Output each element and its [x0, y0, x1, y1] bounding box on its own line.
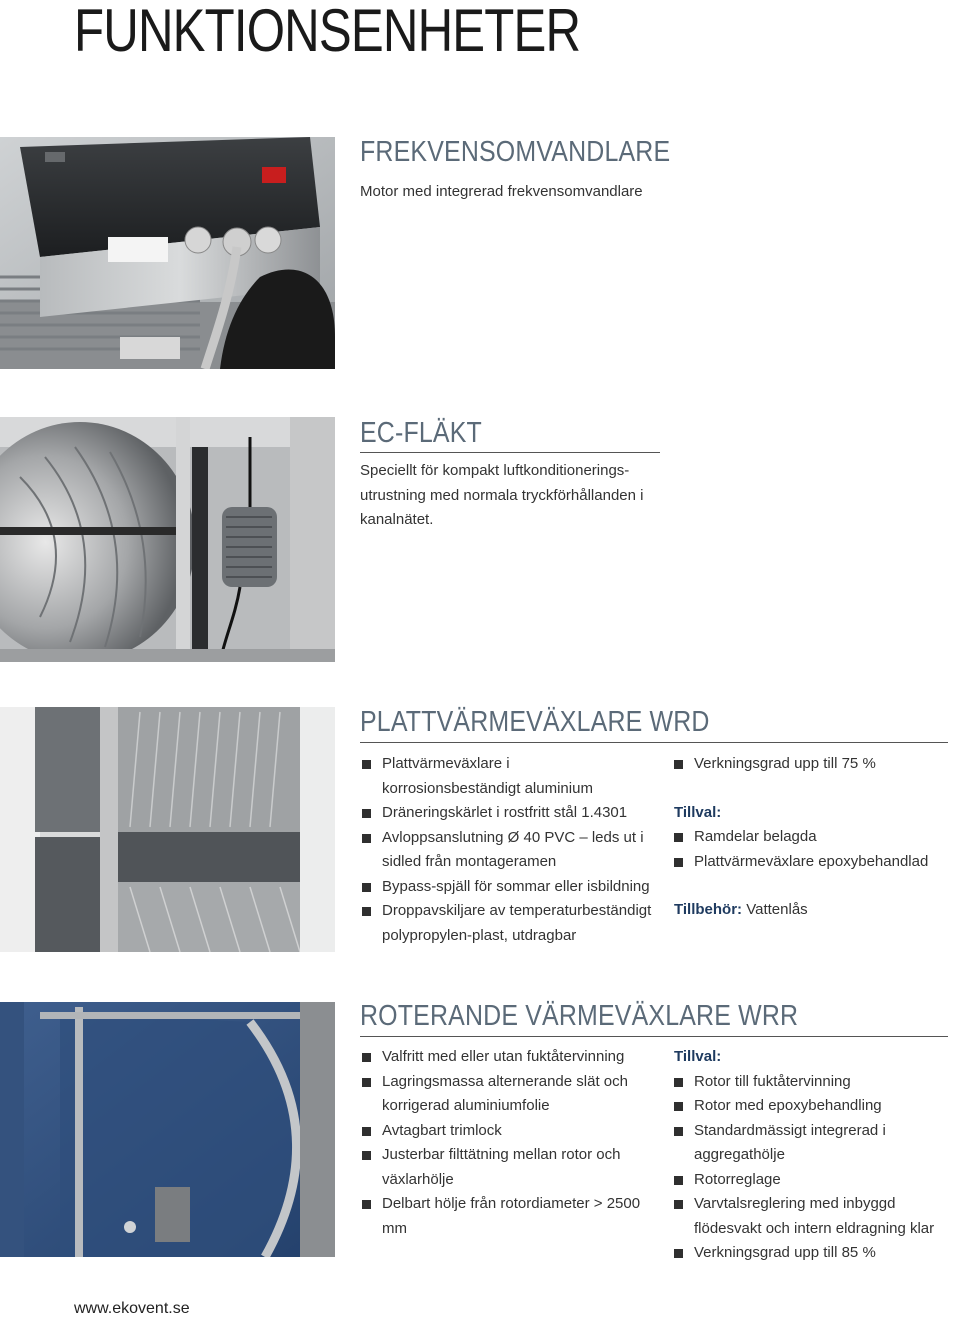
footer-url[interactable]: www.ekovent.se: [74, 1300, 190, 1317]
list-item: Bypass-spjäll för sommar eller isbildning: [362, 875, 652, 900]
list-item: Droppavskiljare av temperaturbeständigt polypropylen-plast, utdragbar: [362, 899, 652, 948]
page-title: FUNKTIONSENHETER: [74, 0, 581, 64]
frekvens-title: FREKVENSOMVANDLARE: [360, 136, 671, 168]
list-item: Valfritt med eller utan fuktåtervinning: [362, 1045, 652, 1070]
list-item: Rotorreglage: [674, 1168, 958, 1193]
ec-text-line: kanalnätet.: [360, 511, 434, 528]
list-item: Rotor med epoxybehandling: [674, 1094, 958, 1119]
wrr-option-label: Tillval:: [674, 1048, 722, 1065]
list-item: Lagringsmassa alternerande slät och korrigerad aluminiumfolie: [362, 1070, 652, 1119]
list-item: Standardmässigt integrerad i aggregathölje: [674, 1119, 958, 1168]
ec-rule: [360, 452, 660, 453]
list-item: Avtagbart trimlock: [362, 1119, 652, 1144]
list-item: Avloppsanslutning Ø 40 PVC – leds ut i sidled från montageramen: [362, 826, 652, 875]
wrd-accessory: [674, 898, 954, 923]
list-item: Rotor till fuktåtervinning: [674, 1070, 958, 1095]
motor-photo: [0, 137, 335, 369]
wrd-rule: [360, 742, 948, 743]
list-item: Verkningsgrad upp till 85 %: [674, 1241, 958, 1266]
wrr-right-col: [674, 1045, 958, 1266]
frekvens-text: Motor med integrerad frekvensomvandlare: [360, 183, 643, 200]
ec-text-line: Speciellt för kompakt luftkonditionerings-: [360, 462, 630, 479]
list-item: Plattvärmeväxlare i korrosionsbeständigt aluminium: [362, 752, 652, 801]
list-item: Dräneringskärlet i rostfritt stål 1.4301: [362, 801, 652, 826]
wrd-accessory-label: Tillbehör:: [674, 901, 743, 918]
plate-exchanger-photo: [0, 707, 335, 952]
list-item: Varvtalsreglering med inbyggd flödesvakt och intern eldragning klar: [674, 1192, 958, 1241]
wrd-option-label: Tillval:: [674, 803, 722, 821]
ec-title: EC-FLÄKT: [360, 417, 482, 449]
wrd-left-list: [362, 752, 652, 948]
wrr-title: ROTERANDE VÄRMEVÄXLARE WRR: [360, 1000, 799, 1032]
ec-fan-photo: [0, 417, 335, 662]
ec-text: [360, 459, 643, 533]
ec-text-line: utrustning med normala tryckförhållanden i: [360, 486, 644, 504]
list-item: Justerbar filttätning mellan rotor och växlarhölje: [362, 1143, 652, 1192]
wrd-right-col: [674, 752, 954, 923]
wrr-rule: [360, 1036, 948, 1037]
list-item: Plattvärmeväxlare epoxybehandlad: [674, 850, 954, 875]
list-item: Ramdelar belagda: [674, 825, 954, 850]
list-item: Delbart hölje från rotordiameter > 2500 mm: [362, 1192, 652, 1241]
wrd-accessory-value: Vattenlås: [742, 901, 808, 918]
list-item: Verkningsgrad upp till 75 %: [674, 752, 954, 777]
rotary-exchanger-photo: [0, 1002, 335, 1257]
wrr-left-list: [362, 1045, 652, 1241]
wrd-title: PLATTVÄRMEVÄXLARE WRD: [360, 706, 710, 738]
